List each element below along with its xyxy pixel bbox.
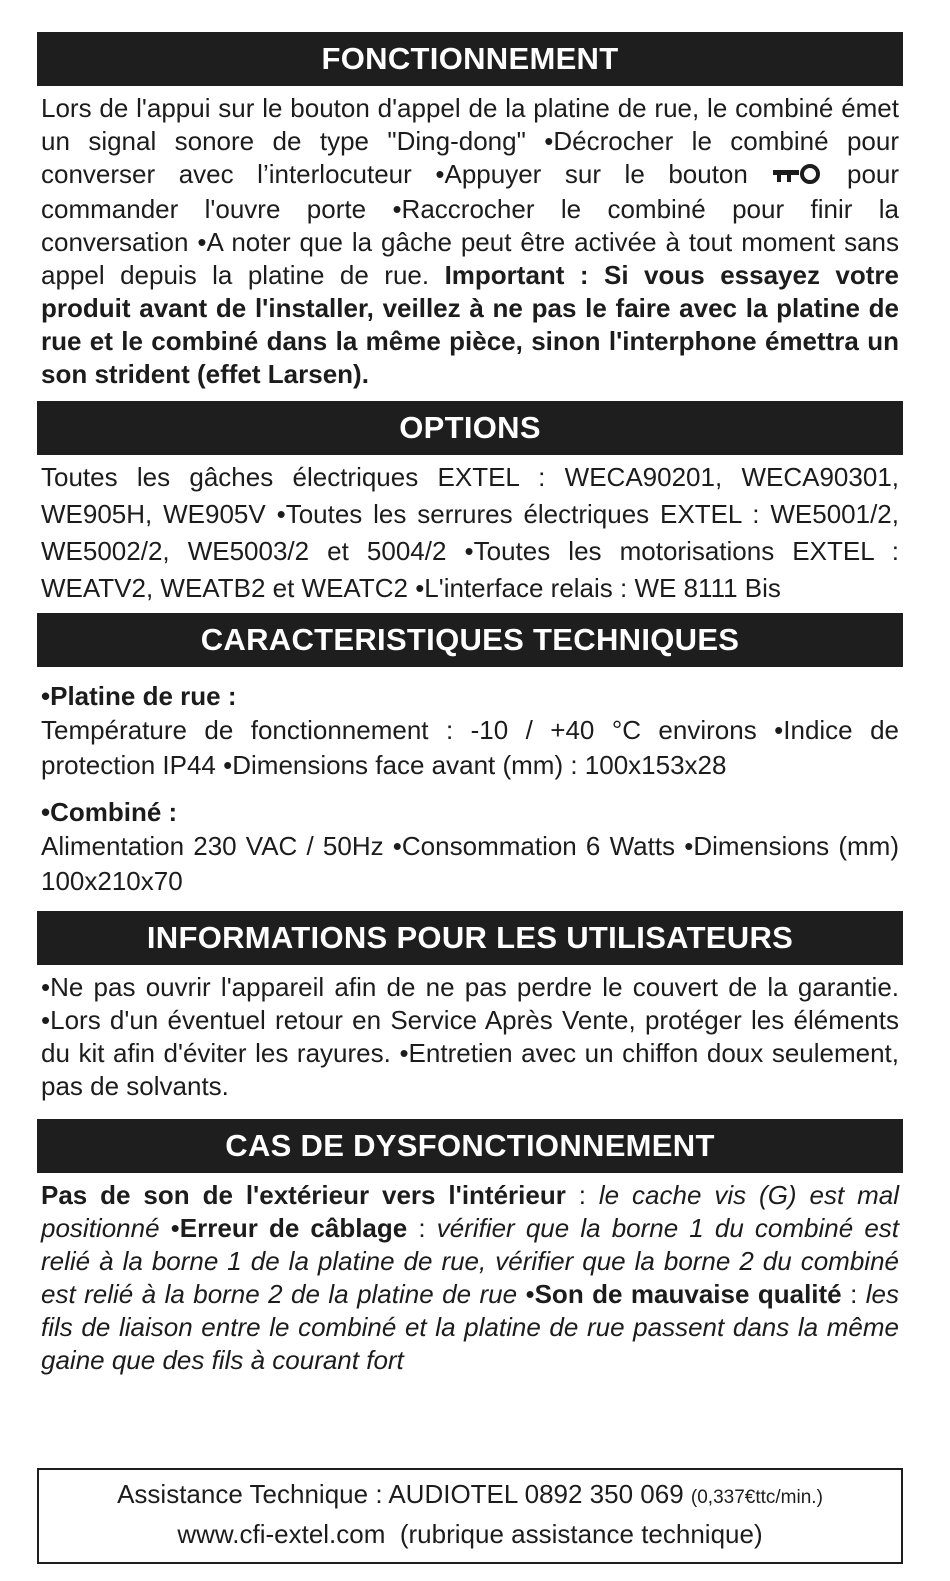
issue-2-label: Erreur de câblage	[179, 1213, 408, 1243]
bullet: •	[41, 681, 51, 711]
platine-label: Platine de rue :	[50, 681, 237, 711]
combine-alimentation: Alimentation 230 VAC / 50Hz	[41, 831, 384, 861]
bullet: •	[41, 1005, 51, 1035]
issue-3-text: les fils de liaison entre le combiné et la platine de rue passent dans la même gaine que des fils à courant fort	[41, 1279, 899, 1375]
options-text	[37, 455, 903, 613]
fonctionnement-p4: Raccrocher le combiné pour finir la conversation	[41, 194, 899, 257]
fonctionnement-p5: A noter que la gâche peut être activée à tout moment sans appel depuis la platine de rue.	[41, 227, 899, 290]
option-3: Toutes les motorisations EXTEL : WEATV2, WEATB2 et WEATC2	[41, 536, 899, 603]
fonctionnement-p3b: pour commander l'ouvre porte	[41, 159, 900, 224]
website-line	[39, 1516, 901, 1552]
info-2: Lors d'un éventuel retour en Service Après Vente, protéger les éléments du kit afin d'éviter les rayures.	[41, 1005, 899, 1068]
bullet: •	[170, 1213, 180, 1243]
fonctionnement-p1: Lors de l'appui sur le bouton d'appel de la platine de rue, le combiné émet un signal sonore de type "Ding-dong"	[41, 93, 899, 156]
section-title-caracteristiques: CARACTERISTIQUES TECHNIQUES	[37, 613, 903, 667]
platine-specs	[37, 713, 903, 783]
bullet: •	[392, 831, 402, 861]
bullet: •	[197, 227, 207, 257]
support-box	[37, 1468, 903, 1564]
issue-1-label: Pas de son de l'extérieur vers l'intérieur	[41, 1180, 566, 1210]
section-title-dysfonctionnement: CAS DE DYSFONCTIONNEMENT	[37, 1119, 903, 1173]
combine-heading	[37, 783, 903, 829]
fonctionnement-p2: Décrocher le combiné pour converser avec l’interlocuteur	[41, 126, 900, 189]
option-4: L'interface relais : WE 8111 Bis	[424, 573, 781, 603]
bullet: •	[41, 972, 51, 1002]
bullet: •	[525, 1279, 535, 1309]
support-price: (0,337€ttc/min.)	[690, 1487, 823, 1508]
bullet: •	[774, 715, 784, 745]
bullet: •	[41, 797, 51, 827]
bullet: •	[223, 750, 233, 780]
option-2: Toutes les serrures électriques EXTEL : WE5001/2, WE5002/2, WE5003/2 et 5004/2	[41, 499, 899, 566]
combine-dimensions: Dimensions (mm) 100x210x70	[41, 831, 899, 896]
issue-1-text: le cache vis (G) est mal positionné	[41, 1180, 899, 1243]
dysfonctionnement-text: Pas de son de l'extérieur vers l'intérieur : le cache vis (G) est mal positionné •Erreur de câblage : vérifier que la borne 1 du combiné est relié à la borne 1 de la platine de rue, vérifier que la borne 2 du combiné est relié à la borne 2 de la platine de rue •Son de mauvaise qualité : les fils de liaison entre le combiné et la platine de rue passent dans la même gaine que des fils à courant fort	[41, 1180, 900, 1375]
bullet: •	[435, 159, 445, 189]
bullet: •	[392, 194, 402, 224]
website-link[interactable]: www.cfi-extel.com	[177, 1519, 386, 1549]
fonctionnement-text	[37, 86, 903, 401]
bullet: •	[684, 831, 694, 861]
issue-2-text: vérifier que la borne 1 du combiné est relié à la borne 1 de la platine de rue, vérifier que la borne 2 du combiné est relié à la borne 2 de la platine de rue	[41, 1213, 900, 1309]
informations-text	[37, 965, 903, 1119]
bullet: •	[399, 1038, 409, 1068]
platine-temperature: Température de fonctionnement : -10 / +40 °C environs	[41, 715, 757, 745]
platine-heading	[37, 667, 903, 713]
combine-specs	[37, 829, 903, 911]
bullet: •	[415, 573, 425, 603]
bullet: •	[276, 499, 286, 529]
platine-ip: Indice de protection IP44	[41, 715, 899, 780]
info-3: Entretien avec un chiffon doux seulement, pas de solvants.	[41, 1038, 899, 1101]
section-title-fonctionnement: FONCTIONNEMENT	[37, 32, 903, 86]
support-line	[39, 1476, 901, 1516]
website-note: (rubrique assistance technique)	[399, 1519, 763, 1549]
combine-consommation: Consommation 6 Watts	[401, 831, 676, 861]
option-1: Toutes les gâches électriques EXTEL : WECA90201, WECA90301, WE905H, WE905V	[41, 462, 899, 529]
combine-label: Combiné :	[50, 797, 178, 827]
key-icon	[771, 160, 823, 193]
page	[37, 32, 903, 1387]
fonctionnement-p3a: Appuyer sur le bouton	[444, 159, 748, 189]
support-label: Assistance Technique : AUDIOTEL 0892 350 069	[117, 1479, 684, 1509]
issue-3-label: Son de mauvaise qualité	[534, 1279, 842, 1309]
platine-dimensions: Dimensions face avant (mm) : 100x153x28	[232, 750, 727, 780]
bullet: •	[464, 536, 474, 566]
section-title-options: OPTIONS	[37, 401, 903, 455]
bullet: •	[544, 126, 554, 156]
section-title-informations: INFORMATIONS POUR LES UTILISATEURS	[37, 911, 903, 965]
info-1: Ne pas ouvrir l'appareil afin de ne pas perdre le couvert de la garantie.	[50, 972, 899, 1002]
important-note: Important : Si vous essayez votre produit avant de l'installer, veillez à ne pas le faire avec la platine de rue et le combiné dans la même pièce, sinon l'interphone émettra un son strident (effet Larsen).	[41, 260, 899, 389]
